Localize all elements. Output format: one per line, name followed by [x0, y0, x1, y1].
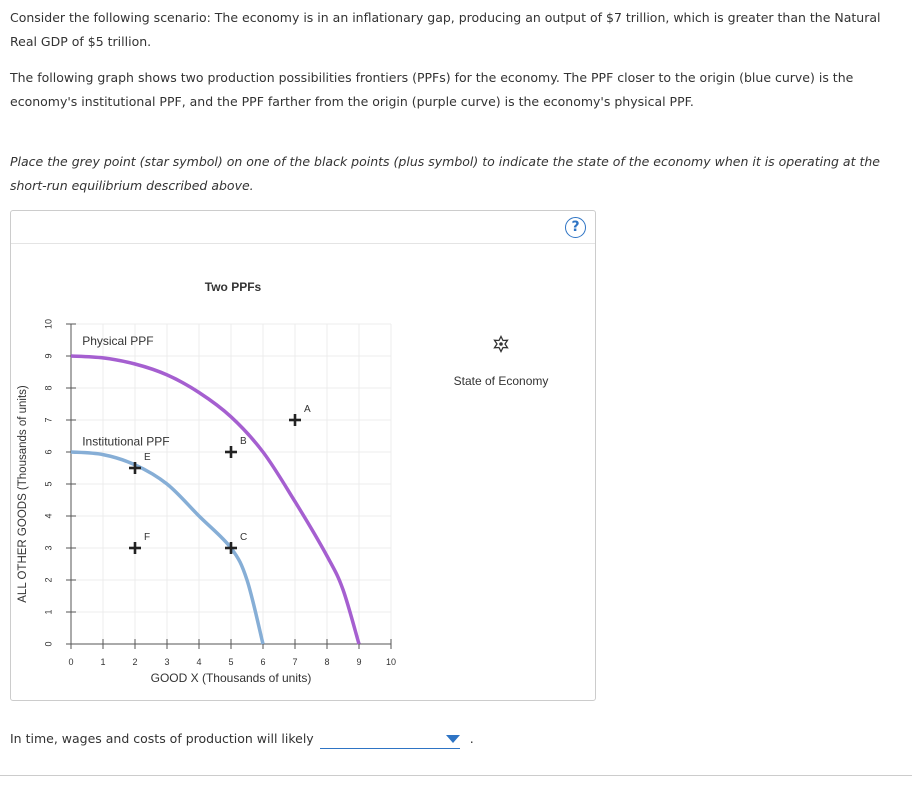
ppf-chart [11, 211, 597, 702]
x-tick-label: 4 [196, 657, 202, 667]
y-tick-label: 4 [43, 513, 54, 519]
x-tick-label: 0 [68, 657, 74, 667]
star-tool-label: State of Economy [453, 374, 549, 388]
ppf-curves [71, 334, 359, 644]
physical-ppf-curve [71, 356, 359, 644]
point-label: F [144, 532, 151, 543]
graph-description-paragraph: The following graph shows two production possibilities frontiers (PPFs) for the economy. The PPF closer to the origin (blue curve) is the economy's institutional PPF, and the PPF farther from the origin (purple curve) is the economy's physical PPF. [10, 70, 854, 109]
x-tick-label: 8 [324, 657, 330, 667]
answer-dropdown[interactable] [320, 730, 460, 749]
y-tick-label: 1 [43, 609, 54, 615]
y-tick-label: 9 [43, 353, 54, 359]
graph-panel [10, 210, 596, 701]
y-tick-label: 2 [43, 577, 54, 583]
help-icon[interactable]: ? [565, 217, 586, 238]
x-axis-label: GOOD X (Thousands of units) [150, 671, 312, 685]
y-axis-label: ALL OTHER GOODS (Thousands of units) [17, 385, 29, 603]
point-label: C [240, 532, 248, 543]
x-tick-label: 3 [164, 657, 170, 667]
bottom-divider [0, 775, 912, 776]
question-suffix: . [469, 731, 474, 746]
x-tick-label: 2 [132, 657, 138, 667]
star-center [499, 342, 503, 346]
x-tick-label: 6 [260, 657, 266, 667]
chevron-down-icon[interactable] [446, 735, 460, 743]
chart-title: Two PPFs [204, 280, 262, 294]
curve-label: Physical PPF [82, 333, 154, 348]
y-tick-label: 7 [43, 417, 54, 423]
point-label: E [144, 452, 151, 463]
y-tick-label: 10 [43, 318, 54, 330]
question-line [10, 729, 474, 749]
x-tick-label: 5 [228, 657, 234, 667]
plus-marker-a[interactable] [289, 404, 311, 426]
point-label: B [240, 436, 247, 447]
star-tool[interactable] [495, 337, 508, 352]
point-label: A [304, 404, 311, 415]
instruction-paragraph: Place the grey point (star symbol) on one of the black points (plus symbol) to indicate the state of the economy when it is operating at the short-run equilibrium described above. [10, 154, 880, 193]
plus-marker-f[interactable] [129, 532, 150, 554]
y-tick-label: 0 [43, 641, 54, 647]
grid [71, 324, 391, 644]
y-tick-label: 3 [43, 545, 54, 551]
y-tick-label: 5 [43, 481, 54, 487]
question-prefix: In time, wages and costs of production will likely [10, 731, 314, 746]
axes [43, 319, 396, 667]
x-tick-label: 1 [100, 657, 106, 667]
scenario-paragraph: Consider the following scenario: The economy is in an inflationary gap, producing an output of $7 trillion, which is greater than the Natural Real GDP of $5 trillion. [10, 10, 881, 49]
x-tick-label: 9 [356, 657, 362, 667]
curve-label: Institutional PPF [82, 434, 170, 449]
x-tick-label: 10 [385, 657, 397, 667]
x-tick-label: 7 [292, 657, 298, 667]
y-tick-label: 6 [43, 449, 54, 455]
candidate-points [129, 404, 311, 554]
y-tick-label: 8 [43, 385, 54, 391]
plus-marker-b[interactable] [225, 436, 247, 458]
